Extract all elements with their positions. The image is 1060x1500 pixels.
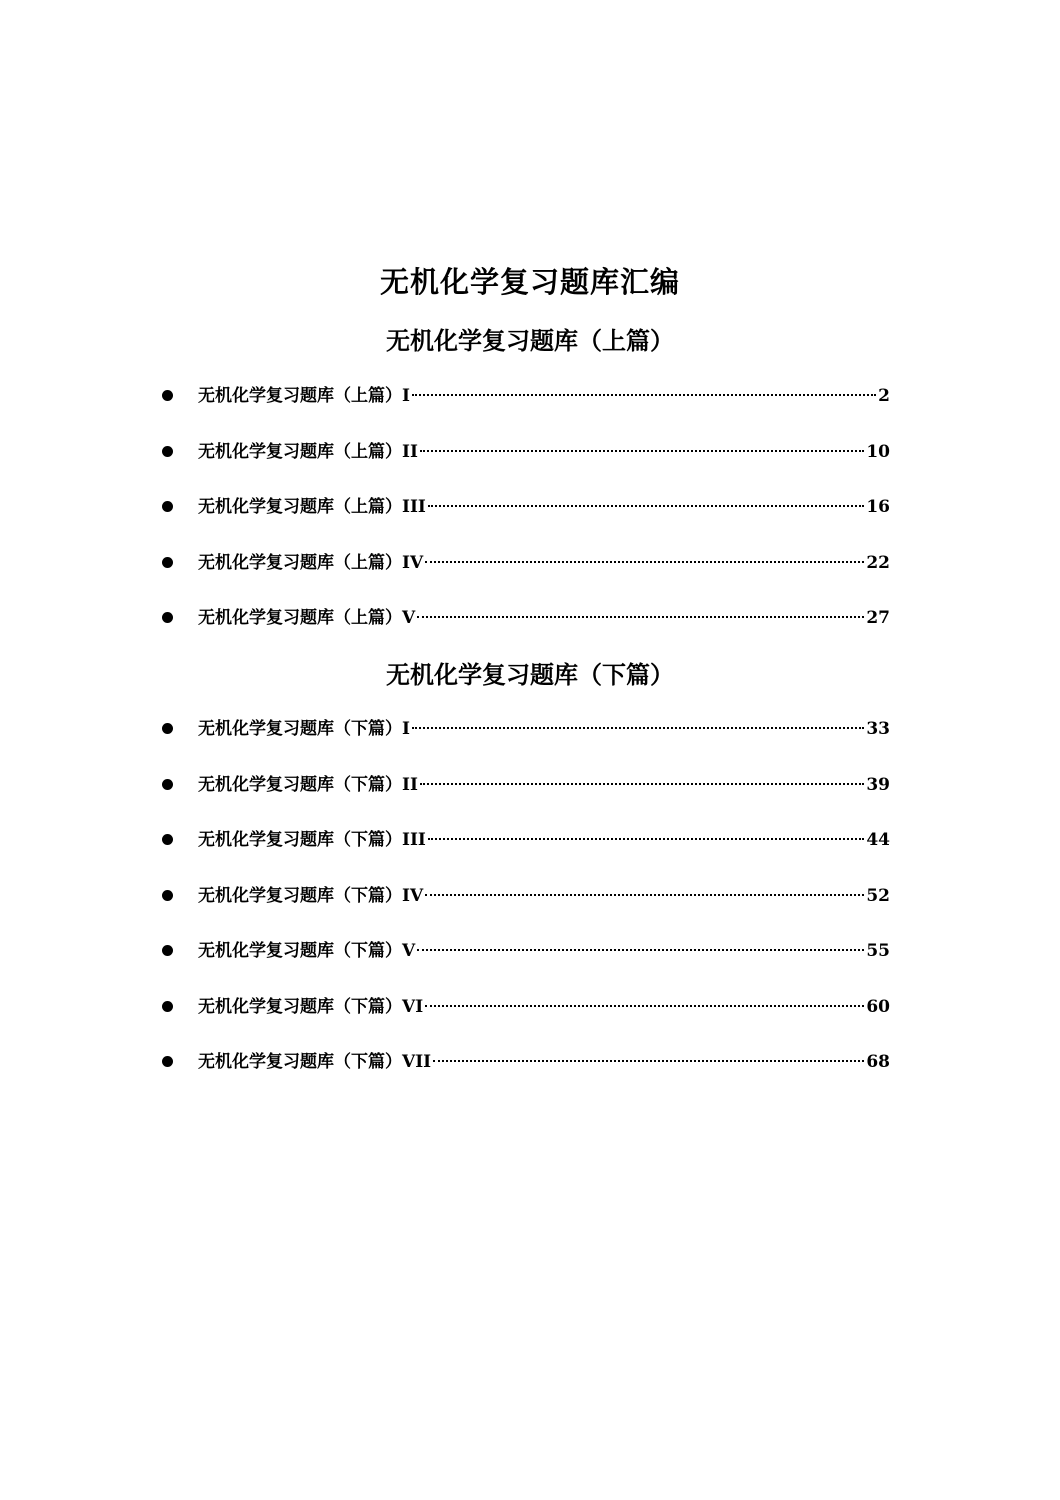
document-title: 无机化学复习题库汇编 (379, 265, 680, 299)
toc-entry-page: 52 (866, 886, 890, 906)
toc-entry-page: 68 (866, 1052, 890, 1072)
toc-entry[interactable] (0, 494, 1060, 520)
toc-entry-label: 无机化学复习题库（上篇）V (198, 608, 416, 628)
toc-entry[interactable] (0, 883, 1060, 909)
bullet-icon (162, 1056, 173, 1067)
toc-entry-label: 无机化学复习题库（下篇）III (198, 830, 426, 850)
toc-entry-label: 无机化学复习题库（上篇）II (198, 442, 418, 462)
bullet-icon (162, 1001, 173, 1012)
toc-entry-label: 无机化学复习题库（下篇）IV (198, 886, 424, 906)
bullet-icon (162, 890, 173, 901)
bullet-icon (162, 834, 173, 845)
bullet-icon (162, 945, 173, 956)
toc-entry-page: 16 (866, 497, 890, 517)
dot-leader (425, 561, 864, 563)
toc-line (198, 772, 890, 798)
toc-entry-page: 27 (866, 608, 890, 628)
toc-line (198, 994, 890, 1020)
dot-leader (425, 1005, 864, 1007)
toc-line (198, 1049, 890, 1075)
toc-line (198, 938, 890, 964)
toc-entry[interactable] (0, 716, 1060, 742)
toc-line (198, 494, 890, 520)
dot-leader (420, 783, 864, 785)
dot-leader (428, 505, 864, 507)
dot-leader (417, 949, 864, 951)
toc-line (198, 550, 890, 576)
toc-entry[interactable] (0, 1049, 1060, 1075)
dot-leader (428, 838, 864, 840)
toc-entry-page: 39 (866, 775, 890, 795)
section-heading-lower: 无机化学复习题库（下篇） (386, 660, 674, 689)
toc-entry-page: 22 (866, 553, 890, 573)
bullet-icon (162, 446, 173, 457)
toc-entry-page: 60 (866, 997, 890, 1017)
toc-entry[interactable] (0, 938, 1060, 964)
dot-leader (412, 394, 876, 396)
dot-leader (420, 450, 864, 452)
toc-line (198, 605, 890, 631)
section-heading-upper: 无机化学复习题库（上篇） (386, 326, 674, 355)
toc-entry[interactable] (0, 605, 1060, 631)
toc-entry-label: 无机化学复习题库（下篇）I (198, 719, 410, 739)
toc-entry-label: 无机化学复习题库（上篇）I (198, 386, 410, 406)
dot-leader (425, 894, 864, 896)
toc-line (198, 439, 890, 465)
toc-entry[interactable] (0, 550, 1060, 576)
bullet-icon (162, 779, 173, 790)
toc-entry[interactable] (0, 994, 1060, 1020)
toc-entry-label: 无机化学复习题库（下篇）II (198, 775, 418, 795)
bullet-icon (162, 557, 173, 568)
toc-line (198, 383, 890, 409)
toc-entry[interactable] (0, 772, 1060, 798)
toc-entry-page: 44 (866, 830, 890, 850)
bullet-icon (162, 723, 173, 734)
toc-entry[interactable] (0, 827, 1060, 853)
toc-line (198, 883, 890, 909)
toc-entry-page: 10 (866, 442, 890, 462)
toc-entry[interactable] (0, 383, 1060, 409)
bullet-icon (162, 390, 173, 401)
toc-line (198, 827, 890, 853)
toc-entry-label: 无机化学复习题库（上篇）III (198, 497, 426, 517)
toc-entry-page: 33 (866, 719, 890, 739)
bullet-icon (162, 612, 173, 623)
toc-entry-page: 55 (866, 941, 890, 961)
toc-entry-label: 无机化学复习题库（下篇）VI (198, 997, 424, 1017)
toc-entry-page: 2 (878, 386, 890, 406)
toc-line (198, 716, 890, 742)
dot-leader (433, 1060, 864, 1062)
toc-entry[interactable] (0, 439, 1060, 465)
toc-entry-label: 无机化学复习题库（下篇）V (198, 941, 416, 961)
toc-entry-label: 无机化学复习题库（下篇）VII (198, 1052, 432, 1072)
dot-leader (412, 727, 864, 729)
toc-entry-label: 无机化学复习题库（上篇）IV (198, 553, 424, 573)
bullet-icon (162, 501, 173, 512)
dot-leader (417, 616, 864, 618)
